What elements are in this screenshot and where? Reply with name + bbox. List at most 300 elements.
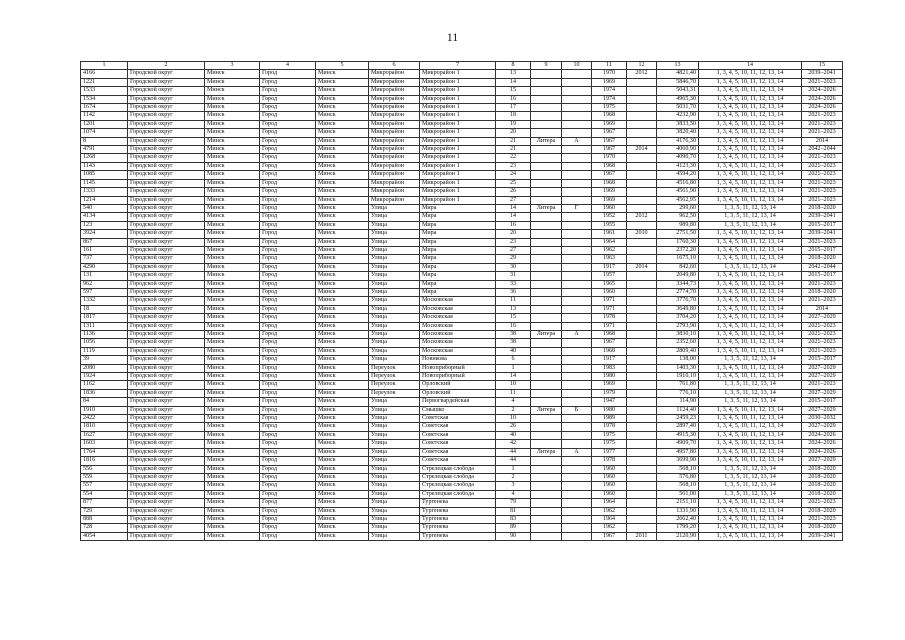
table-row bbox=[81, 339, 843, 347]
planned-period-cell: 2021–2023 bbox=[802, 78, 843, 86]
district-name-cell: Минск bbox=[205, 406, 260, 414]
total-area-cell: 3820,40 bbox=[657, 129, 699, 137]
service-categories-cell: 1, 3, 4, 5, 10, 11, 12, 13, 14 bbox=[699, 305, 802, 313]
year-built-cell: 1969 bbox=[592, 381, 627, 389]
settlement-type-cell: Город bbox=[260, 129, 316, 137]
planned-period-cell: 2015–2017 bbox=[802, 356, 843, 364]
year-built-cell: 1968 bbox=[592, 112, 627, 120]
record-id-cell: 1674 bbox=[81, 104, 128, 112]
planned-period-cell: 2024–2026 bbox=[802, 431, 843, 439]
street-type-cell: Улица bbox=[369, 255, 420, 263]
year-reconstructed-cell bbox=[627, 499, 657, 507]
building-type-cell bbox=[531, 78, 562, 86]
house-number-cell: 27 bbox=[496, 196, 531, 204]
table-row bbox=[81, 221, 843, 229]
settlement-type-cell: Город bbox=[260, 70, 316, 78]
planned-period-cell: 2027–2029 bbox=[802, 364, 843, 372]
service-categories-cell: 1, 3, 5, 11, 12, 13, 14 bbox=[699, 398, 802, 406]
district-type-cell: Городской округ bbox=[128, 356, 205, 364]
street-type-cell: Микрорайон bbox=[369, 146, 420, 154]
year-reconstructed-cell bbox=[627, 288, 657, 296]
building-type-cell bbox=[531, 524, 562, 532]
record-id-cell: 1136 bbox=[81, 331, 128, 339]
settlement-type-cell: Город bbox=[260, 457, 316, 465]
total-area-cell: 299,60 bbox=[657, 204, 699, 212]
settlement-type-cell: Город bbox=[260, 188, 316, 196]
street-type-cell: Улица bbox=[369, 406, 420, 414]
year-reconstructed-cell bbox=[627, 272, 657, 280]
street-name-cell: Советская bbox=[420, 457, 496, 465]
service-categories-cell: 1, 3, 5, 11, 12, 13, 14 bbox=[699, 490, 802, 498]
planned-period-cell: 2027–2029 bbox=[802, 389, 843, 397]
planned-period-cell: 2018–2020 bbox=[802, 507, 843, 515]
district-name-cell: Минск bbox=[205, 297, 260, 305]
district-name-cell: Минск bbox=[205, 87, 260, 95]
building-type-cell bbox=[531, 272, 562, 280]
planned-period-cell: 2024–2026 bbox=[802, 440, 843, 448]
settlement-name-cell: Минск bbox=[316, 104, 369, 112]
service-categories-cell: 1, 3, 5, 11, 12, 13, 14 bbox=[699, 381, 802, 389]
building-type-cell bbox=[531, 364, 562, 372]
building-type-cell bbox=[531, 381, 562, 389]
record-id-cell: 1221 bbox=[81, 78, 128, 86]
district-name-cell: Минск bbox=[205, 230, 260, 238]
planned-period-cell: 2014 bbox=[802, 137, 843, 145]
record-id-cell: 2080 bbox=[81, 364, 128, 372]
building-type-cell bbox=[531, 515, 562, 523]
table-row bbox=[81, 305, 843, 313]
record-id-cell: 962 bbox=[81, 280, 128, 288]
total-area-cell: 2352,60 bbox=[657, 339, 699, 347]
building-letter-cell bbox=[562, 431, 592, 439]
building-type-cell bbox=[531, 373, 562, 381]
district-name-cell: Минск bbox=[205, 373, 260, 381]
service-categories-cell: 1, 3, 4, 5, 10, 11, 12, 13, 14 bbox=[699, 331, 802, 339]
house-number-cell: 11 bbox=[496, 389, 531, 397]
district-type-cell: Городской округ bbox=[128, 179, 205, 187]
street-name-cell: Микрорайон 1 bbox=[420, 146, 496, 154]
district-type-cell: Городской округ bbox=[128, 255, 205, 263]
settlement-name-cell: Минск bbox=[316, 314, 369, 322]
planned-period-cell: 2021–2023 bbox=[802, 179, 843, 187]
building-type-cell bbox=[531, 305, 562, 313]
district-type-cell: Городской округ bbox=[128, 154, 205, 162]
year-built-cell: 1971 bbox=[592, 322, 627, 330]
settlement-type-cell: Город bbox=[260, 440, 316, 448]
table-row bbox=[81, 230, 843, 238]
building-letter-cell bbox=[562, 515, 592, 523]
street-name-cell: Советская bbox=[420, 448, 496, 456]
building-letter-cell bbox=[562, 347, 592, 355]
year-built-cell: 1967 bbox=[592, 146, 627, 154]
settlement-type-cell: Город bbox=[260, 364, 316, 372]
housing-register-table bbox=[80, 61, 843, 541]
district-name-cell: Минск bbox=[205, 431, 260, 439]
table-row bbox=[81, 515, 843, 523]
settlement-type-cell: Город bbox=[260, 154, 316, 162]
planned-period-cell: 2027–2029 bbox=[802, 423, 843, 431]
table-row bbox=[81, 423, 843, 431]
year-reconstructed-cell bbox=[627, 305, 657, 313]
service-categories-cell: 1, 3, 4, 5, 10, 11, 12, 13, 14 bbox=[699, 188, 802, 196]
district-type-cell: Городской округ bbox=[128, 381, 205, 389]
district-name-cell: Минск bbox=[205, 179, 260, 187]
district-type-cell: Городской округ bbox=[128, 272, 205, 280]
street-name-cell: Новоприборный bbox=[420, 364, 496, 372]
house-number-cell: 2 bbox=[496, 473, 531, 481]
column-number-3: 3 bbox=[205, 62, 260, 70]
district-type-cell: Городской округ bbox=[128, 112, 205, 120]
year-reconstructed-cell bbox=[627, 373, 657, 381]
table-row bbox=[81, 473, 843, 481]
service-categories-cell: 1, 3, 4, 5, 10, 11, 12, 13, 14 bbox=[699, 146, 802, 154]
record-id-cell: 557 bbox=[81, 482, 128, 490]
street-type-cell: Улица bbox=[369, 440, 420, 448]
street-type-cell: Микрорайон bbox=[369, 162, 420, 170]
street-name-cell: Тургенева bbox=[420, 507, 496, 515]
service-categories-cell: 1, 3, 4, 5, 10, 11, 12, 13, 14 bbox=[699, 297, 802, 305]
record-id-cell: 1924 bbox=[81, 373, 128, 381]
district-type-cell: Городской округ bbox=[128, 373, 205, 381]
table-row bbox=[81, 331, 843, 339]
settlement-name-cell: Минск bbox=[316, 95, 369, 103]
year-built-cell: 1967 bbox=[592, 171, 627, 179]
record-id-cell: 1836 bbox=[81, 389, 128, 397]
year-built-cell: 1974 bbox=[592, 87, 627, 95]
total-area-cell: 4176,30 bbox=[657, 137, 699, 145]
planned-period-cell: 2018–2020 bbox=[802, 255, 843, 263]
street-type-cell: Улица bbox=[369, 423, 420, 431]
planned-period-cell: 2039–2041 bbox=[802, 230, 843, 238]
service-categories-cell: 1, 3, 4, 5, 10, 11, 12, 13, 14 bbox=[699, 423, 802, 431]
year-built-cell: 1960 bbox=[592, 473, 627, 481]
district-type-cell: Городской округ bbox=[128, 499, 205, 507]
settlement-name-cell: Минск bbox=[316, 465, 369, 473]
service-categories-cell: 1, 3, 4, 5, 10, 11, 12, 13, 14 bbox=[699, 415, 802, 423]
record-id-cell: 1311 bbox=[81, 322, 128, 330]
service-categories-cell: 1, 3, 4, 5, 10, 11, 12, 13, 14 bbox=[699, 129, 802, 137]
table-row bbox=[81, 129, 843, 137]
service-categories-cell: 1, 3, 5, 11, 12, 13, 14 bbox=[699, 221, 802, 229]
settlement-type-cell: Город bbox=[260, 389, 316, 397]
district-type-cell: Городской округ bbox=[128, 339, 205, 347]
building-type-cell bbox=[531, 70, 562, 78]
district-type-cell: Городской округ bbox=[128, 230, 205, 238]
settlement-name-cell: Минск bbox=[316, 507, 369, 515]
year-built-cell: 1970 bbox=[592, 70, 627, 78]
year-built-cell: 1955 bbox=[592, 221, 627, 229]
building-letter-cell: Б bbox=[562, 406, 592, 414]
total-area-cell: 576,80 bbox=[657, 473, 699, 481]
total-area-cell: 2049,80 bbox=[657, 272, 699, 280]
column-number-6: 6 bbox=[369, 62, 420, 70]
service-categories-cell: 1, 3, 4, 5, 10, 11, 12, 13, 14 bbox=[699, 322, 802, 330]
settlement-type-cell: Город bbox=[260, 339, 316, 347]
table-row bbox=[81, 482, 843, 490]
street-name-cell: Мира bbox=[420, 213, 496, 221]
house-number-cell: 19 bbox=[496, 120, 531, 128]
street-name-cell: Стрелецкая слобода bbox=[420, 465, 496, 473]
record-id-cell: 1764 bbox=[81, 448, 128, 456]
street-type-cell: Улица bbox=[369, 305, 420, 313]
house-number-cell: 4 bbox=[496, 398, 531, 406]
record-id-cell: 1162 bbox=[81, 381, 128, 389]
street-type-cell: Улица bbox=[369, 457, 420, 465]
building-letter-cell bbox=[562, 120, 592, 128]
year-built-cell: 1960 bbox=[592, 482, 627, 490]
building-letter-cell bbox=[562, 524, 592, 532]
table-body bbox=[81, 62, 843, 541]
year-reconstructed-cell bbox=[627, 415, 657, 423]
year-reconstructed-cell bbox=[627, 129, 657, 137]
settlement-type-cell: Город bbox=[260, 112, 316, 120]
year-built-cell: 1978 bbox=[592, 423, 627, 431]
planned-period-cell: 2021–2023 bbox=[802, 331, 843, 339]
service-categories-cell: 1, 3, 5, 11, 12, 13, 14 bbox=[699, 263, 802, 271]
district-type-cell: Городской округ bbox=[128, 104, 205, 112]
settlement-type-cell: Город bbox=[260, 465, 316, 473]
settlement-name-cell: Минск bbox=[316, 230, 369, 238]
street-type-cell: Улица bbox=[369, 356, 420, 364]
service-categories-cell: 1, 3, 4, 5, 10, 11, 12, 13, 14 bbox=[699, 440, 802, 448]
street-type-cell: Переулок bbox=[369, 389, 420, 397]
street-type-cell: Микрорайон bbox=[369, 95, 420, 103]
district-type-cell: Городской округ bbox=[128, 473, 205, 481]
street-type-cell: Микрорайон bbox=[369, 104, 420, 112]
table-row bbox=[81, 196, 843, 204]
planned-period-cell: 2018–2020 bbox=[802, 465, 843, 473]
total-area-cell: 1675,10 bbox=[657, 255, 699, 263]
service-categories-cell: 1, 3, 4, 5, 10, 11, 12, 13, 14 bbox=[699, 246, 802, 254]
building-type-cell bbox=[531, 465, 562, 473]
year-reconstructed-cell: 2014 bbox=[627, 263, 657, 271]
building-type-cell bbox=[531, 196, 562, 204]
settlement-name-cell: Минск bbox=[316, 524, 369, 532]
building-letter-cell bbox=[562, 305, 592, 313]
service-categories-cell: 1, 3, 4, 5, 10, 11, 12, 13, 14 bbox=[699, 162, 802, 170]
street-name-cell: Микрорайон 1 bbox=[420, 196, 496, 204]
settlement-name-cell: Минск bbox=[316, 457, 369, 465]
house-number-cell: 21 bbox=[496, 137, 531, 145]
settlement-name-cell: Минск bbox=[316, 356, 369, 364]
street-name-cell: Советская bbox=[420, 415, 496, 423]
record-id-cell: 161 bbox=[81, 246, 128, 254]
district-type-cell: Городской округ bbox=[128, 465, 205, 473]
street-name-cell: Новикова bbox=[420, 356, 496, 364]
service-categories-cell: 1, 3, 4, 5, 10, 11, 12, 13, 14 bbox=[699, 448, 802, 456]
planned-period-cell: 2030–2032 bbox=[802, 415, 843, 423]
street-name-cell: Новоприборный bbox=[420, 373, 496, 381]
district-name-cell: Минск bbox=[205, 457, 260, 465]
street-name-cell: Орловский bbox=[420, 381, 496, 389]
house-number-cell: 24 bbox=[496, 171, 531, 179]
building-type-cell: Литера bbox=[531, 448, 562, 456]
district-name-cell: Минск bbox=[205, 188, 260, 196]
street-name-cell: Микрорайон 1 bbox=[420, 179, 496, 187]
settlement-name-cell: Минск bbox=[316, 179, 369, 187]
year-built-cell: 1971 bbox=[592, 297, 627, 305]
table-row bbox=[81, 415, 843, 423]
house-number-cell: 17 bbox=[496, 104, 531, 112]
total-area-cell: 2459,23 bbox=[657, 415, 699, 423]
settlement-type-cell: Город bbox=[260, 524, 316, 532]
street-type-cell: Улица bbox=[369, 507, 420, 515]
building-type-cell bbox=[531, 431, 562, 439]
building-type-cell bbox=[531, 322, 562, 330]
district-type-cell: Городской округ bbox=[128, 448, 205, 456]
building-letter-cell bbox=[562, 188, 592, 196]
district-name-cell: Минск bbox=[205, 263, 260, 271]
house-number-cell: 16 bbox=[496, 221, 531, 229]
building-letter-cell bbox=[562, 314, 592, 322]
record-id-cell: 131 bbox=[81, 272, 128, 280]
planned-period-cell: 2015–2017 bbox=[802, 398, 843, 406]
total-area-cell: 761,80 bbox=[657, 381, 699, 389]
year-built-cell: 1979 bbox=[592, 389, 627, 397]
total-area-cell: 3776,70 bbox=[657, 297, 699, 305]
street-name-cell: Стрелецкая слобода bbox=[420, 490, 496, 498]
house-number-cell: 15 bbox=[496, 314, 531, 322]
record-id-cell: 1333 bbox=[81, 188, 128, 196]
column-number-12: 12 bbox=[627, 62, 657, 70]
planned-period-cell: 2021–2023 bbox=[802, 515, 843, 523]
settlement-type-cell: Город bbox=[260, 398, 316, 406]
district-name-cell: Минск bbox=[205, 112, 260, 120]
settlement-type-cell: Город bbox=[260, 196, 316, 204]
building-letter-cell bbox=[562, 213, 592, 221]
table-row bbox=[81, 389, 843, 397]
street-type-cell: Микрорайон bbox=[369, 70, 420, 78]
settlement-name-cell: Минск bbox=[316, 70, 369, 78]
street-type-cell: Переулок bbox=[369, 364, 420, 372]
building-type-cell bbox=[531, 423, 562, 431]
building-type-cell bbox=[531, 221, 562, 229]
building-type-cell bbox=[531, 230, 562, 238]
total-area-cell: 2151,10 bbox=[657, 499, 699, 507]
total-area-cell: 561,00 bbox=[657, 490, 699, 498]
year-reconstructed-cell bbox=[627, 423, 657, 431]
table-row bbox=[81, 314, 843, 322]
settlement-name-cell: Минск bbox=[316, 213, 369, 221]
total-area-cell: 2372,20 bbox=[657, 246, 699, 254]
record-id-cell: 4054 bbox=[81, 532, 128, 540]
year-reconstructed-cell bbox=[627, 389, 657, 397]
district-name-cell: Минск bbox=[205, 120, 260, 128]
table-row bbox=[81, 440, 843, 448]
service-categories-cell: 1, 3, 4, 5, 10, 11, 12, 13, 14 bbox=[699, 70, 802, 78]
year-reconstructed-cell bbox=[627, 515, 657, 523]
year-built-cell: 1978 bbox=[592, 314, 627, 322]
settlement-type-cell: Город bbox=[260, 120, 316, 128]
year-reconstructed-cell bbox=[627, 120, 657, 128]
year-reconstructed-cell bbox=[627, 431, 657, 439]
total-area-cell: 5846,70 bbox=[657, 78, 699, 86]
street-type-cell: Микрорайон bbox=[369, 112, 420, 120]
year-built-cell: 1989 bbox=[592, 415, 627, 423]
record-id-cell: 729 bbox=[81, 507, 128, 515]
district-name-cell: Минск bbox=[205, 465, 260, 473]
service-categories-cell: 1, 3, 4, 5, 10, 11, 12, 13, 14 bbox=[699, 120, 802, 128]
street-name-cell: Микрорайон 1 bbox=[420, 171, 496, 179]
house-number-cell: 16 bbox=[496, 322, 531, 330]
settlement-name-cell: Минск bbox=[316, 280, 369, 288]
service-categories-cell: 1, 3, 4, 5, 10, 11, 12, 13, 14 bbox=[699, 532, 802, 540]
year-reconstructed-cell bbox=[627, 280, 657, 288]
district-name-cell: Минск bbox=[205, 204, 260, 212]
year-built-cell: 1962 bbox=[592, 246, 627, 254]
building-type-cell bbox=[531, 356, 562, 364]
table-row bbox=[81, 381, 843, 389]
column-number-13: 13 bbox=[657, 62, 699, 70]
street-name-cell: Микрорайон 1 bbox=[420, 87, 496, 95]
settlement-type-cell: Город bbox=[260, 515, 316, 523]
house-number-cell: 42 bbox=[496, 440, 531, 448]
building-type-cell bbox=[531, 246, 562, 254]
total-area-cell: 4965,30 bbox=[657, 95, 699, 103]
settlement-name-cell: Минск bbox=[316, 288, 369, 296]
table-row bbox=[81, 104, 843, 112]
year-built-cell: 1968 bbox=[592, 179, 627, 187]
planned-period-cell: 2021–2023 bbox=[802, 120, 843, 128]
column-number-11: 11 bbox=[592, 62, 627, 70]
building-letter-cell bbox=[562, 154, 592, 162]
district-type-cell: Городской округ bbox=[128, 431, 205, 439]
district-name-cell: Минск bbox=[205, 238, 260, 246]
house-number-cell: 1 bbox=[496, 465, 531, 473]
total-area-cell: 2662,40 bbox=[657, 515, 699, 523]
building-type-cell bbox=[531, 179, 562, 187]
total-area-cell: 3649,80 bbox=[657, 305, 699, 313]
total-area-cell: 2809,40 bbox=[657, 347, 699, 355]
district-name-cell: Минск bbox=[205, 129, 260, 137]
district-type-cell: Городской округ bbox=[128, 490, 205, 498]
settlement-type-cell: Город bbox=[260, 305, 316, 313]
district-name-cell: Минск bbox=[205, 171, 260, 179]
table-row bbox=[81, 120, 843, 128]
building-type-cell bbox=[531, 398, 562, 406]
settlement-type-cell: Город bbox=[260, 280, 316, 288]
total-area-cell: 4821,40 bbox=[657, 70, 699, 78]
district-type-cell: Городской округ bbox=[128, 78, 205, 86]
settlement-type-cell: Город bbox=[260, 255, 316, 263]
district-name-cell: Минск bbox=[205, 146, 260, 154]
building-letter-cell bbox=[562, 398, 592, 406]
building-letter-cell: А bbox=[562, 137, 592, 145]
total-area-cell: 2793,90 bbox=[657, 322, 699, 330]
record-id-cell: 1627 bbox=[81, 431, 128, 439]
column-number-7: 7 bbox=[420, 62, 496, 70]
house-number-cell: 89 bbox=[496, 524, 531, 532]
service-categories-cell: 1, 3, 5, 11, 12, 13, 14 bbox=[699, 213, 802, 221]
settlement-name-cell: Минск bbox=[316, 263, 369, 271]
service-categories-cell: 1, 3, 4, 5, 10, 11, 12, 13, 14 bbox=[699, 154, 802, 162]
house-number-cell: 13 bbox=[496, 305, 531, 313]
street-type-cell: Микрорайон bbox=[369, 120, 420, 128]
settlement-name-cell: Минск bbox=[316, 154, 369, 162]
street-type-cell: Улица bbox=[369, 499, 420, 507]
service-categories-cell: 1, 3, 4, 5, 10, 11, 12, 13, 14 bbox=[699, 196, 802, 204]
year-built-cell: 1967 bbox=[592, 532, 627, 540]
district-name-cell: Минск bbox=[205, 440, 260, 448]
district-type-cell: Городской округ bbox=[128, 415, 205, 423]
settlement-type-cell: Город bbox=[260, 272, 316, 280]
settlement-type-cell: Город bbox=[260, 381, 316, 389]
record-id-cell: 1817 bbox=[81, 314, 128, 322]
table-row bbox=[81, 137, 843, 145]
house-number-cell: 31 bbox=[496, 272, 531, 280]
street-type-cell: Улица bbox=[369, 532, 420, 540]
street-type-cell: Улица bbox=[369, 331, 420, 339]
